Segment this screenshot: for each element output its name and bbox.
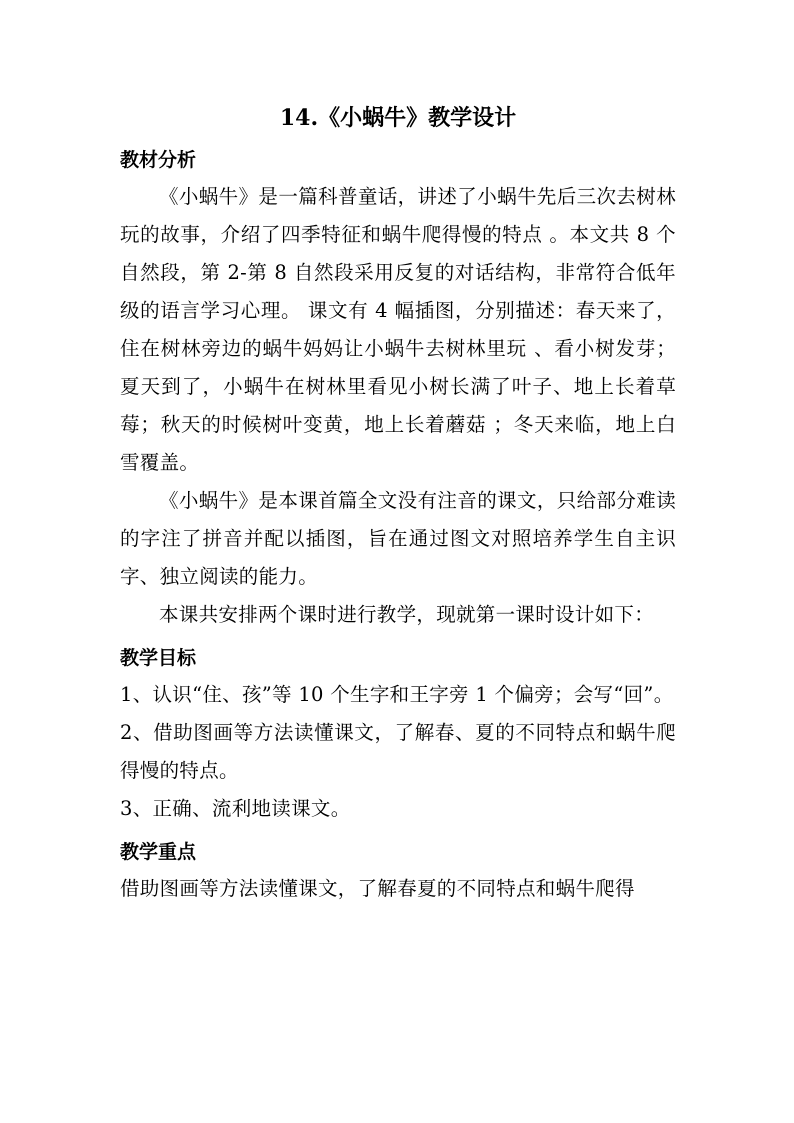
document-page [120,100,676,908]
goal-item-1: 1、认识“住、孩”等 10 个生字和王字旁 1 个偏旁；会写“回”。 [120,683,674,706]
analysis-paragraph-1: 《小蜗牛》是一篇科普童话，讲述了小蜗牛先后三次去树林玩的故事，介绍了四季特征和蜗牛爬得慢的特点 。本文共 8 个自然段，第 2-第 8 自然段采用反复的对话结构，非常符合低年级的语言学习心理。 课文有 4 幅插图，分别描述：春天来了，住在树林旁边的蜗牛妈妈让小蜗牛去树林里玩 、看小树发芽；夏天到了，小蜗牛在树林里看见小树长满了叶子、地上长着草莓；秋天的时候树叶变黄，地上长着蘑菇 ；冬天来临，地上白雪覆盖。 [120,185,676,474]
goal-item-3: 3、正确、流利地读课文。 [120,797,351,820]
analysis-paragraph-3: 本课共安排两个课时进行教学，现就第一课时设计如下： [159,603,655,626]
section-heading-key-points: 教学重点 [120,841,197,863]
section-heading-goals: 教学目标 [120,647,197,669]
goal-item-2: 2、借助图画等方法读懂课文，了解春、夏的不同特点和蜗牛爬得慢的特点。 [120,721,676,782]
document-title: 14.《小蜗牛》教学设计 [279,105,517,131]
section-heading-analysis: 教材分析 [120,149,197,171]
key-point-text: 借助图画等方法读懂课文，了解春夏的不同特点和蜗牛爬得 [120,877,635,900]
analysis-paragraph-2: 《小蜗牛》是本课首篇全文没有注音的课文，只给部分难读的字注了拼音并配以插图，旨在通过图文对照培养学生自主识字、独立阅读的能力。 [120,489,676,588]
